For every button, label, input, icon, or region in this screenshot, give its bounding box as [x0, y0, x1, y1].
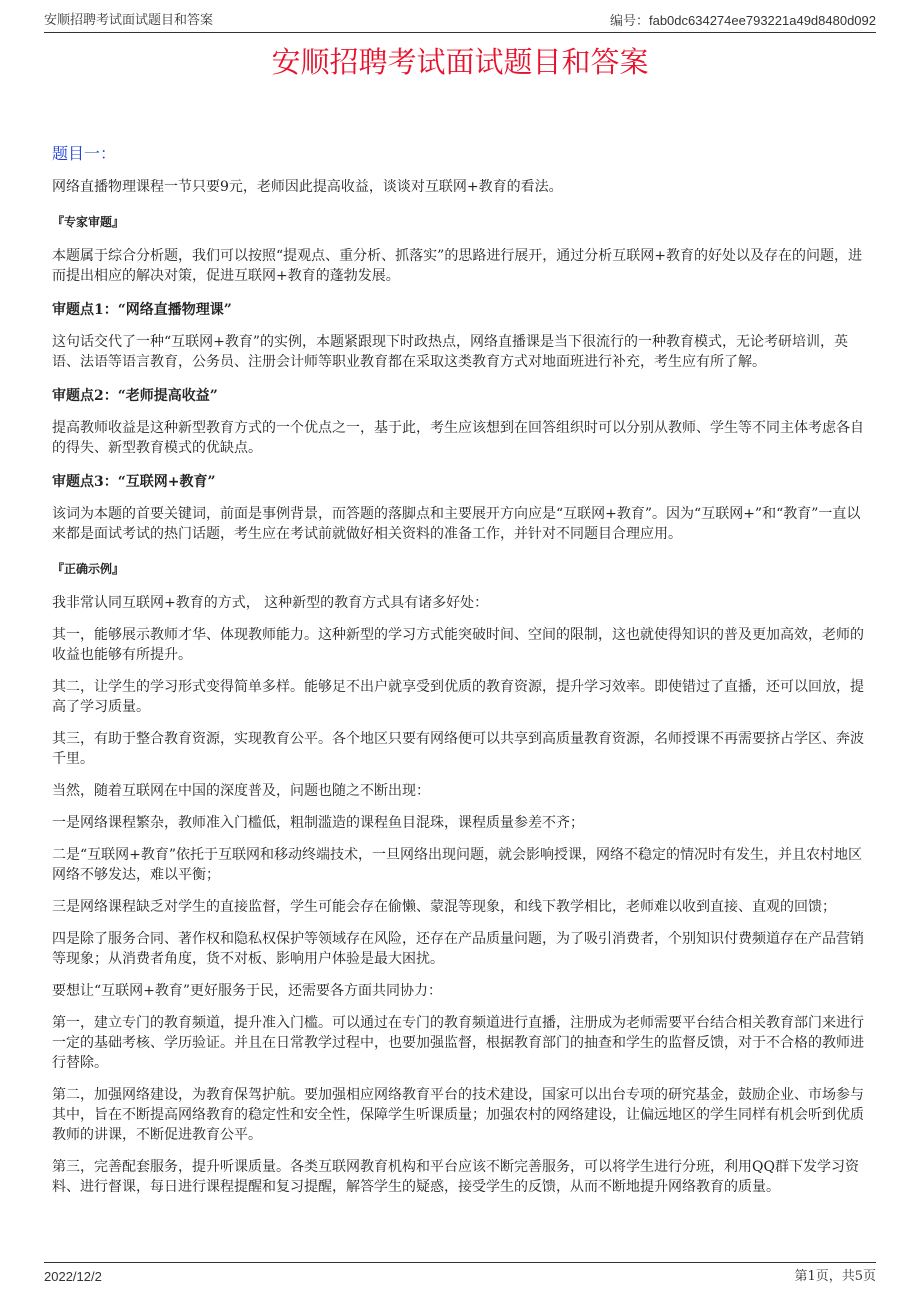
review-point-1-text: 这句话交代了一种“互联网+教育”的实例，本题紧跟现下时政热点，网络直播课是当下很流行的一种教育模式，无论考研培训，英语、法语等语言教育，公务员、注册会计师等职业教育都在采取这类教育方式对地面班进行补充，考生应有所了解。 — [52, 334, 849, 370]
header-serial-label: 编号： — [609, 14, 649, 29]
answer-paragraph: 三是网络课程缺乏对学生的直接监督，学生可能会存在偷懒、蒙混等现象，和线下教学相比，老师难以收到直接、直观的回馈； — [52, 899, 836, 915]
sample-answer-label: 『正确示例』 — [52, 562, 125, 576]
header-doc-name: 安顺招聘考试面试题目和答案 — [44, 13, 214, 28]
header-serial-code: fab0dc634274ee793221a49d8480d092 — [648, 13, 876, 28]
review-point-2-heading: 审题点2：“老师提高收益” — [52, 388, 218, 404]
page-header — [44, 10, 876, 33]
answer-paragraph: 一是网络课程繁杂，教师准入门槛低，粗制滥造的课程鱼目混珠，课程质量参差不齐； — [52, 815, 584, 831]
expert-review-intro: 本题属于综合分析题，我们可以按照“提观点、重分析、抓落实”的思路进行展开，通过分析互联网+教育的好处以及存在的问题，进而提出相应的解决对策，促进互联网+教育的蓬勃发展。 — [52, 248, 863, 284]
answer-paragraph: 其三，有助于整合教育资源，实现教育公平。各个地区只要有网络便可以共享到高质量教育资源，名师授课不再需要挤占学区、奔波千里。 — [52, 731, 864, 767]
answer-paragraph: 四是除了服务合同、著作权和隐私权保护等领域存在风险，还存在产品质量问题，为了吸引消费者，个别知识付费频道存在产品营销等现象；从消费者角度，货不对板、影响用户体验是最大困扰。 — [52, 931, 864, 967]
review-point-2-text: 提高教师收益是这种新型教育方式的一个优点之一，基于此，考生应该想到在回答组织时可以分别从教师、学生等不同主体考虑各自的得失、新型教育模式的优缺点。 — [52, 420, 864, 456]
header-serial — [610, 10, 876, 33]
page-footer — [44, 1262, 876, 1289]
expert-review-label: 『专家审题』 — [52, 215, 125, 229]
answer-paragraph: 其一，能够展示教师才华、体现教师能力。这种新型的学习方式能突破时间、空间的限制，这也就使得知识的普及更加高效，老师的收益也能够有所提升。 — [52, 627, 864, 663]
answer-paragraph: 二是“互联网+教育”依托于互联网和移动终端技术，一旦网络出现问题，就会影响授课，网络不稳定的情况时有发生，并且农村地区网络不够发达，难以平衡； — [52, 847, 863, 883]
review-point-1-heading: 审题点1：“网络直播物理课” — [52, 302, 232, 318]
answer-paragraph: 要想让“互联网+教育”更好服务于民，还需要各方面共同协力： — [52, 983, 443, 999]
footer-date: 2022/12/2 — [44, 1269, 102, 1284]
answer-paragraph: 第三，完善配套服务，提升听课质量。各类互联网教育机构和平台应该不断完善服务，可以将学生进行分班，利用QQ群下发学习资料、进行督课，每日进行课程提醒和复习提醒，解答学生的疑惑，接受学生的反馈，从而不断地提升网络教育的质量。 — [52, 1159, 859, 1195]
review-point-3-heading: 审题点3：“互联网+教育” — [52, 474, 216, 490]
answer-paragraph: 其二，让学生的学习形式变得简单多样。能够足不出户就享受到优质的教育资源，提升学习效率。即使错过了直播，还可以回放，提高了学习质量。 — [52, 679, 864, 715]
question-heading: 题目一： — [52, 144, 117, 163]
question-text: 网络直播物理课程一节只要9元，老师因此提高收益，谈谈对互联网+教育的看法。 — [52, 179, 563, 195]
review-point-3-text: 该词为本题的首要关键词，前面是事例背景，而答题的落脚点和主要展开方向应是“互联网+教育”。因为“互联网+”和“教育”一直以来都是面试考试的热门话题，考生应在考试前就做好相关资料的准备工作，并针对不同题目合理应用。 — [52, 506, 861, 542]
document-title: 安顺招聘考试面试题目和答案 — [271, 45, 649, 79]
answer-paragraph: 当然，随着互联网在中国的深度普及，问题也随之不断出现： — [52, 783, 430, 799]
footer-page-info: 第1页，共5页 — [794, 1269, 876, 1284]
answer-paragraph: 第一，建立专门的教育频道，提升准入门槛。可以通过在专门的教育频道进行直播，注册成为老师需要平台结合相关教育部门来进行一定的基础考核、学历验证。并且在日常教学过程中，也要加强监督，根据教育部门的抽查和学生的监督反馈，对于不合格的教师进行替除。 — [52, 1015, 864, 1071]
answer-paragraph: 我非常认同互联网+教育的方式， 这种新型的教育方式具有诸多好处： — [52, 595, 489, 611]
document-body — [52, 143, 870, 1209]
answer-paragraph: 第二，加强网络建设，为教育保驾护航。要加强相应网络教育平台的技术建设，国家可以出台专项的研究基金，鼓励企业、市场参与其中，旨在不断提高网络教育的稳定性和安全性，保障学生听课质量；加强农村的网络建设，让偏远地区的学生同样有机会听到优质教师的讲课，不断促进教育公平。 — [52, 1087, 864, 1143]
